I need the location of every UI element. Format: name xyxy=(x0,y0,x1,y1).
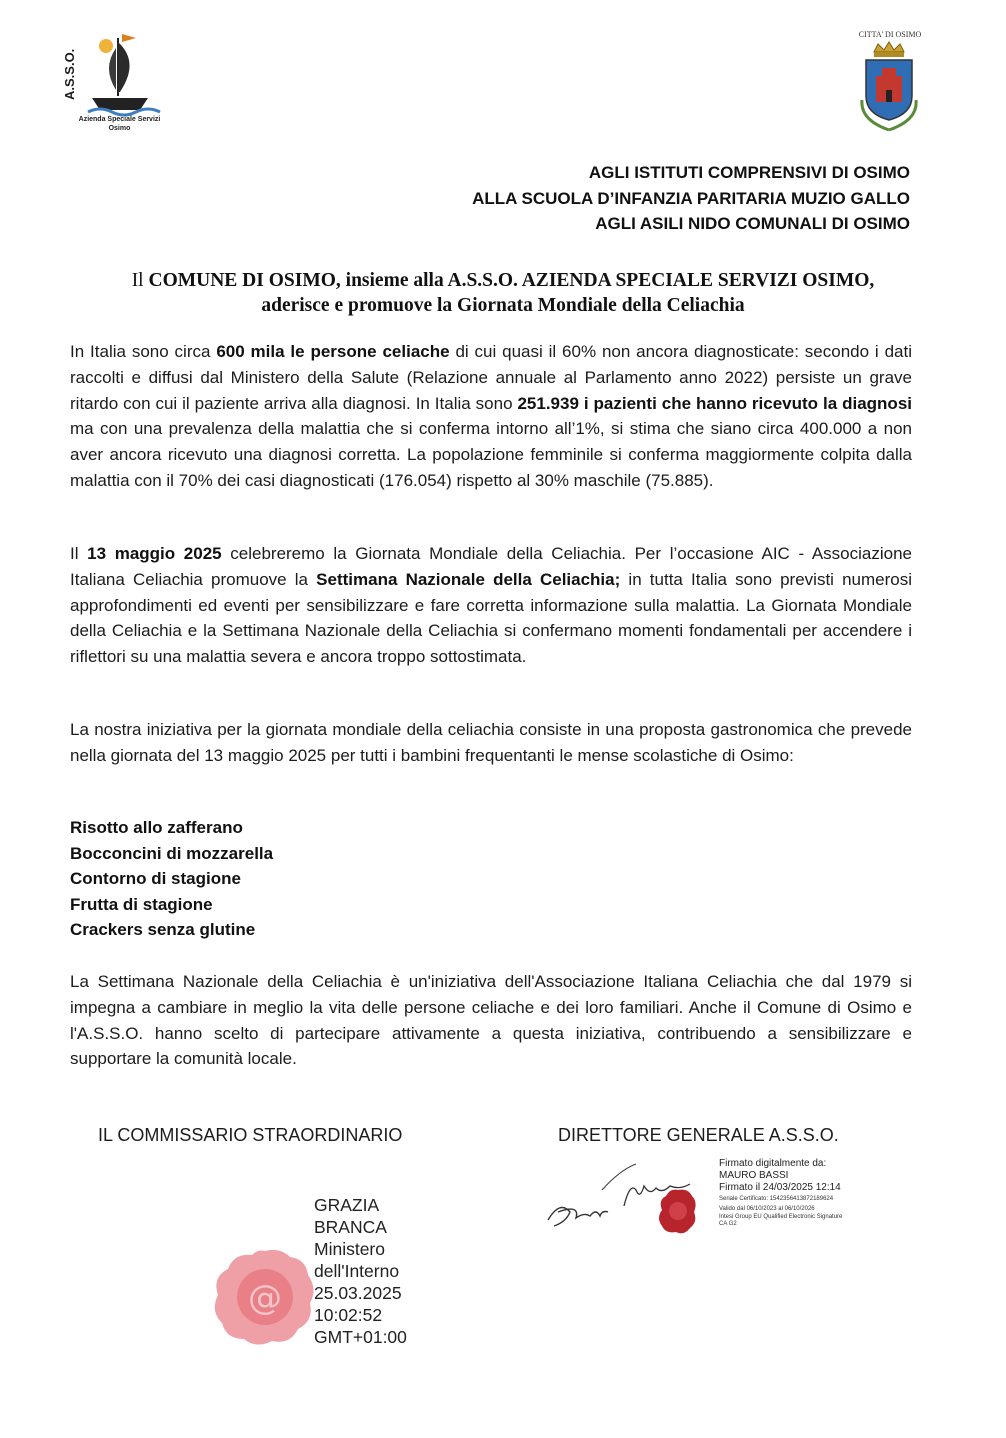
text-span: ma con una prevalenza della malattia che si conferma intorno all’1%, si stima che siano circa 400.000 a non aver ancora ricevuto una diagnosi corretta. La popolazione femminile si conferma maggiormente colpita dalla malattia con il 70% dei casi diagnosticati (176.054) rispetto al 30% maschile (75.885). xyxy=(70,419,912,490)
seal-line: BRANCA xyxy=(314,1217,387,1237)
digital-seal-icon xyxy=(210,1245,320,1350)
recipient-line: ALLA SCUOLA D’INFANZIA PARITARIA MUZIO GALLO xyxy=(472,189,910,208)
asso-logo-letters: A.S.S.O. xyxy=(62,48,77,100)
digital-line: Firmato il 24/03/2025 12:14 xyxy=(719,1182,841,1193)
text-span: Il xyxy=(70,544,88,563)
menu-list xyxy=(70,815,273,943)
bold-span: 251.939 i pazienti che hanno ricevuto la diagnosi xyxy=(517,393,912,413)
seal-line: 10:02:52 xyxy=(314,1305,383,1325)
paragraph-initiative: La nostra iniziativa per la giornata mondiale della celiachia consiste in una proposta gastronomica che prevede nella giornata del 13 maggio 2025 per tutti i bambini frequentanti le mense scolastiche di Osimo: xyxy=(70,720,912,765)
seal-line: GMT+01:00 xyxy=(314,1327,407,1347)
menu-item: Crackers senza glutine xyxy=(70,920,256,940)
menu-item: Bocconcini di mozzarella xyxy=(70,843,274,863)
city-caption: CITTA' DI OSIMO xyxy=(858,30,922,39)
wax-seal-icon xyxy=(658,1188,698,1236)
digital-signature-block xyxy=(719,1158,842,1228)
seal-line: GRAZIA xyxy=(314,1195,380,1215)
digital-detail: Seriale Certificato: 1542356413872189624 xyxy=(719,1196,834,1202)
digital-seal-text xyxy=(314,1194,407,1348)
svg-text:@: @ xyxy=(248,1278,282,1318)
menu-item: Contorno di stagione xyxy=(70,869,241,889)
digital-detail: Valido dal 06/10/2023 al 06/10/2026 xyxy=(719,1206,815,1212)
text-span: in tutta Italia sono previsti numerosi approfondimenti ed eventi per sensibilizzare e fare corretta informazione sulla malattia. La Giornata Mondiale della Celiachia e la Settimana Nazionale della Celiachia si confermano momenti fondamentali per accendere i riflettori su una malattia severa e ancora troppo sottostimata. xyxy=(70,569,913,667)
text-span: di cui quasi il 60% non ancora diagnosticate: secondo i dati raccolti e diffusi dal Ministero della Salute (Relazione annuale al Parlamento anno 2022) persiste un grave ritardo con cui il paziente arriva alla diagnosi. In Italia sono xyxy=(70,342,912,413)
bold-span: 600 mila le persone celiache xyxy=(216,342,450,361)
title-prefix: Il xyxy=(131,270,149,291)
seal-line: Ministero xyxy=(314,1239,385,1259)
digital-detail: CA G2 xyxy=(719,1221,737,1227)
title-bold: COMUNE DI OSIMO, insieme alla A.S.S.O. AZIENDA SPECIALE SERVIZI OSIMO, xyxy=(148,270,875,291)
city-crest-icon xyxy=(856,40,922,135)
asso-caption-city: Osimo xyxy=(108,125,131,132)
recipient-line: AGLI ASILI NIDO COMUNALI DI OSIMO xyxy=(595,214,910,233)
recipient-line: AGLI ISTITUTI COMPRENSIVI DI OSIMO xyxy=(588,163,910,182)
document-title-line-1 xyxy=(70,270,936,292)
digital-detail: Intesi Group EU Qualified Electronic Signature xyxy=(719,1214,843,1220)
menu-item: Frutta di stagione xyxy=(70,894,213,914)
text-span: celebreremo la Giornata Mondiale della Celiachia. Per l’occasione AIC - Associazione Italiana Celiachia promuove la xyxy=(70,544,913,589)
text-span: In Italia sono circa xyxy=(70,342,217,361)
digital-line: MAURO BASSI xyxy=(719,1170,789,1181)
seal-line: 25.03.2025 xyxy=(314,1283,402,1303)
bold-span: 13 maggio 2025 xyxy=(87,544,222,563)
seal-line: dell'Interno xyxy=(314,1261,400,1281)
bold-span: Settimana Nazionale della Celiachia; xyxy=(316,569,621,589)
document-title-line-2: aderisce e promuove la Giornata Mondiale della Celiachia xyxy=(261,295,745,316)
paragraph-closing: La Settimana Nazionale della Celiachia è un'iniziativa dell'Associazione Italiana Celiachia che dal 1979 si impegna a cambiare in meglio la vita delle persone celiache e dei loro familiari. Anche il Comune di Osimo e l'A.S.S.O. hanno scelto di partecipare attivamente a questa iniziativa, contribuendo a sensibilizzare e supportare la comunità locale. xyxy=(70,972,912,1069)
signatory-title-right: DIRETTORE GENERALE A.S.S.O. xyxy=(558,1125,839,1145)
signatory-title-left: IL COMMISSARIO STRAORDINARIO xyxy=(98,1125,403,1145)
asso-caption: Azienda Speciale Servizi xyxy=(78,116,161,123)
ship-icon xyxy=(70,28,170,118)
menu-item: Risotto allo zafferano xyxy=(70,818,243,837)
paragraph-event xyxy=(70,541,912,670)
digital-line: Firmato digitalmente da: xyxy=(719,1158,827,1169)
paragraph-statistics xyxy=(70,339,912,494)
